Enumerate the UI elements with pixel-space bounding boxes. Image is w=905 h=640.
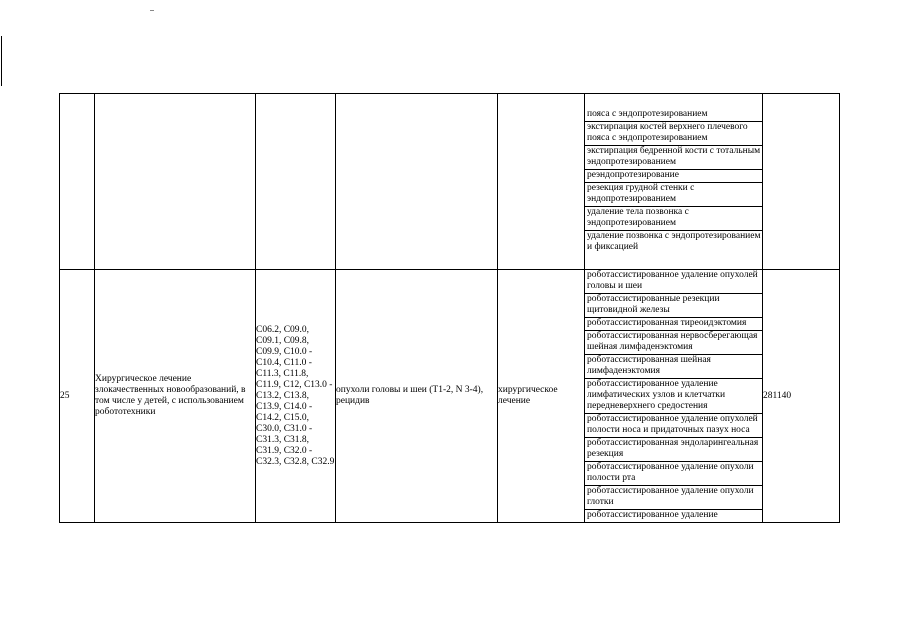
methods-cell <box>585 94 763 270</box>
treatment-type: хирургическое лечение <box>498 270 585 523</box>
price <box>763 94 840 270</box>
list-item: экстирпация бедренной кости с тотальным эндопротезированием <box>585 146 762 170</box>
list-item: роботассистированное удаление <box>585 510 762 523</box>
patient-model: опухоли головы и шеи (T1-2, N 3-4), рецидив <box>336 270 498 523</box>
list-item: экстирпация костей верхнего плечевого пояса с эндопротезированием <box>585 122 762 146</box>
row-number <box>60 94 95 270</box>
page-edge-line <box>1 36 2 86</box>
list-item: роботассистированное удаление опухоли глотки <box>585 486 762 510</box>
service-name: Хирургическое лечение злокачественных новообразований, в том числе у детей, с использованием робототехники <box>95 270 256 523</box>
price: 281140 <box>763 270 840 523</box>
list-item: роботассистированная эндоларингеальная резекция <box>585 438 762 462</box>
service-name <box>95 94 256 270</box>
list-item: резекция грудной стенки с эндопротезированием <box>585 183 762 207</box>
list-item: роботассистированное удаление опухолей головы и шеи <box>587 270 758 291</box>
list-item: удаление позвонка с эндопротезированием и фиксацией <box>587 231 761 252</box>
icd-codes: С06.2, С09.0, С09.1, С09.8, С09.9, С10.0 - С10.4, С11.0 - С11.3, С11.8, С11.9, С12, С13.0 - С13.2, С13.8, С13.9, С14.0 - С14.2, С15.0, С30.0, С31.0 - С31.3, С31.8, С31.9, С32.0 - С32.3, С32.8, С32.9 <box>256 270 336 523</box>
icd-codes <box>256 94 336 270</box>
treatment-type <box>498 94 585 270</box>
services-table <box>59 93 840 523</box>
list-item: роботассистированная нервосберегающая шейная лимфаденэктомия <box>585 331 762 355</box>
methods-list <box>585 109 762 254</box>
table-row <box>60 270 840 523</box>
list-item: роботассистированное удаление опухоли полости рта <box>585 462 762 486</box>
list-item: роботассистированные резекции щитовидной железы <box>585 294 762 318</box>
scan-mark <box>150 10 154 11</box>
methods-list <box>585 270 762 522</box>
list-item: пояса с эндопротезированием <box>587 109 708 119</box>
row-number: 25 <box>60 270 95 523</box>
list-item: роботассистированная шейная лимфаденэктомия <box>585 355 762 379</box>
list-item: роботассистированное удаление лимфатических узлов и клетчатки передневерхнего средостения <box>585 379 762 414</box>
table-row <box>60 94 840 270</box>
methods-cell <box>585 270 763 523</box>
list-item: роботассистированная тиреоидэктомия <box>585 318 762 331</box>
list-item: роботассистированное удаление опухолей полости носа и придаточных пазух носа <box>585 414 762 438</box>
list-item: удаление тела позвонка с эндопротезированием <box>585 207 762 231</box>
list-item: реэндопротезирование <box>585 170 762 183</box>
patient-model <box>336 94 498 270</box>
